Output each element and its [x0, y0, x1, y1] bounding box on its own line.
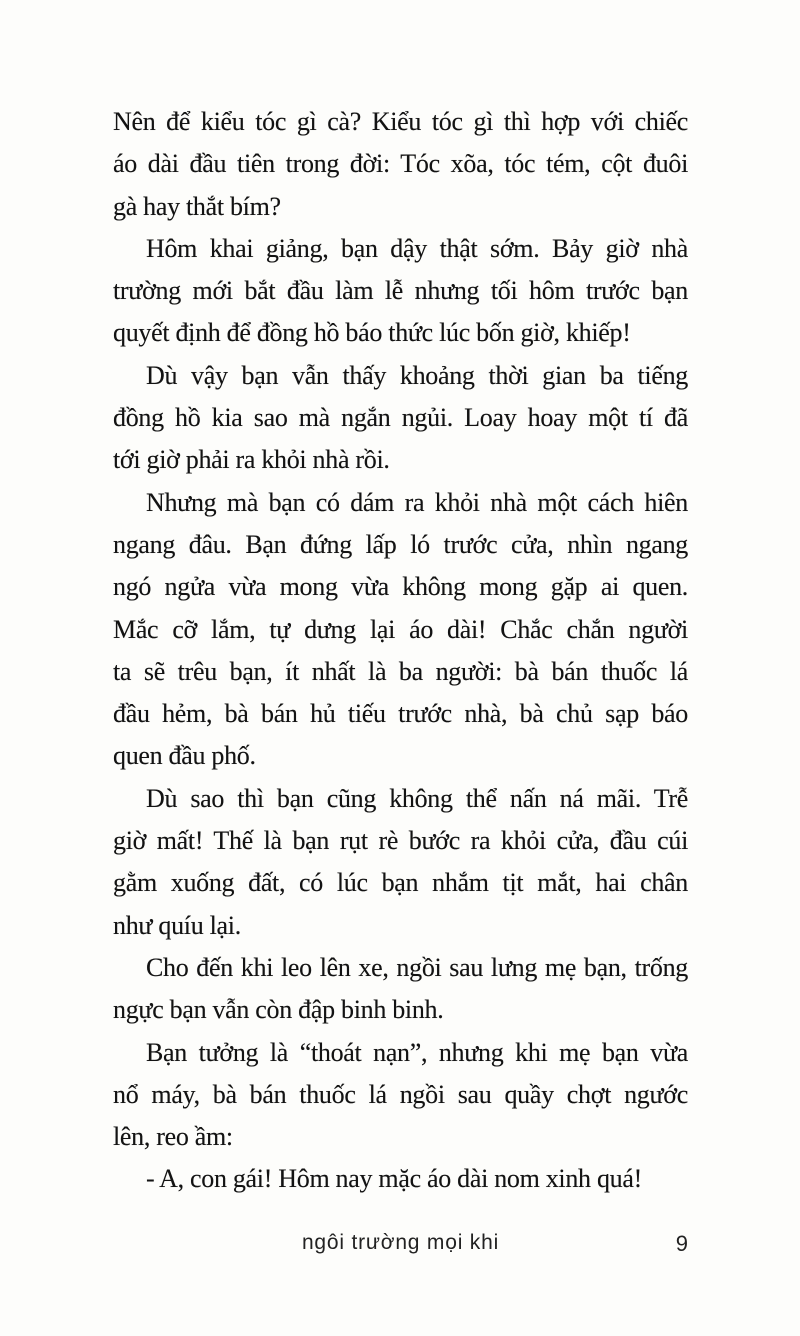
- body-text: [113, 101, 688, 1201]
- text-line: gằm xuống đất, có lúc bạn nhắm tịt mắt, hai chân: [113, 868, 688, 898]
- paragraph: [113, 228, 688, 355]
- text-line: Hôm khai giảng, bạn dậy thật sớm. Bảy giờ nhà: [146, 233, 688, 263]
- paragraph: [113, 1158, 688, 1200]
- paragraph: [113, 947, 688, 1032]
- text-line: lên, reo ầm:: [113, 1122, 233, 1152]
- text-line: ngó ngửa vừa mong vừa không mong gặp ai quen.: [113, 572, 688, 602]
- text-line: giờ mất! Thế là bạn rụt rè bước ra khỏi cửa, đầu cúi: [113, 826, 688, 856]
- text-line: Nên để kiểu tóc gì cà? Kiểu tóc gì thì hợp với chiếc: [113, 107, 688, 136]
- text-line: quen đầu phố.: [113, 741, 256, 771]
- text-line: quyết định để đồng hồ báo thức lúc bốn giờ, khiếp!: [113, 318, 631, 348]
- paragraph: [113, 101, 688, 228]
- footer: [113, 1231, 688, 1261]
- page-number: 9: [675, 1231, 688, 1256]
- text-line: nổ máy, bà bán thuốc lá ngồi sau quầy chợt ngước: [113, 1079, 688, 1109]
- text-line: đầu hẻm, bà bán hủ tiếu trước nhà, bà chủ sạp báo: [113, 699, 688, 729]
- text-line: tới giờ phải ra khỏi nhà rồi.: [113, 445, 390, 475]
- text-line: đồng hồ kia sao mà ngắn ngủi. Loay hoay một tí đã: [113, 403, 688, 433]
- text-line: Cho đến khi leo lên xe, ngồi sau lưng mẹ bạn, trống: [146, 952, 688, 982]
- text-line: như quíu lại.: [113, 910, 241, 940]
- text-line: trường mới bắt đầu làm lễ nhưng tối hôm trước bạn: [113, 276, 688, 306]
- text-line: Bạn tưởng là “thoát nạn”, nhưng khi mẹ bạn vừa: [146, 1037, 688, 1067]
- paragraph: [113, 355, 688, 482]
- paragraph: [113, 1032, 688, 1159]
- text-line: ngang đâu. Bạn đứng lấp ló trước cửa, nhìn ngang: [113, 529, 688, 559]
- text-line: ngực bạn vẫn còn đập binh binh.: [113, 995, 444, 1025]
- text-line: Mắc cỡ lắm, tự dưng lại áo dài! Chắc chắn người: [113, 614, 688, 644]
- text-line: - A, con gái! Hôm nay mặc áo dài nom xinh quá!: [146, 1164, 642, 1194]
- text-line: Dù sao thì bạn cũng không thể nấn ná mãi. Trễ: [146, 783, 688, 813]
- text-line: Dù vậy bạn vẫn thấy khoảng thời gian ba tiếng: [146, 360, 688, 390]
- text-line: gà hay thắt bím?: [113, 191, 281, 221]
- paragraph: [113, 482, 688, 778]
- paragraph: [113, 778, 688, 947]
- text-line: Nhưng mà bạn có dám ra khỏi nhà một cách hiên: [146, 487, 688, 517]
- text-line: ta sẽ trêu bạn, ít nhất là ba người: bà bán thuốc lá: [113, 656, 688, 686]
- text-line: áo dài đầu tiên trong đời: Tóc xõa, tóc tém, cột đuôi: [113, 149, 688, 179]
- running-title: ngôi trường mọi khi: [301, 1231, 500, 1254]
